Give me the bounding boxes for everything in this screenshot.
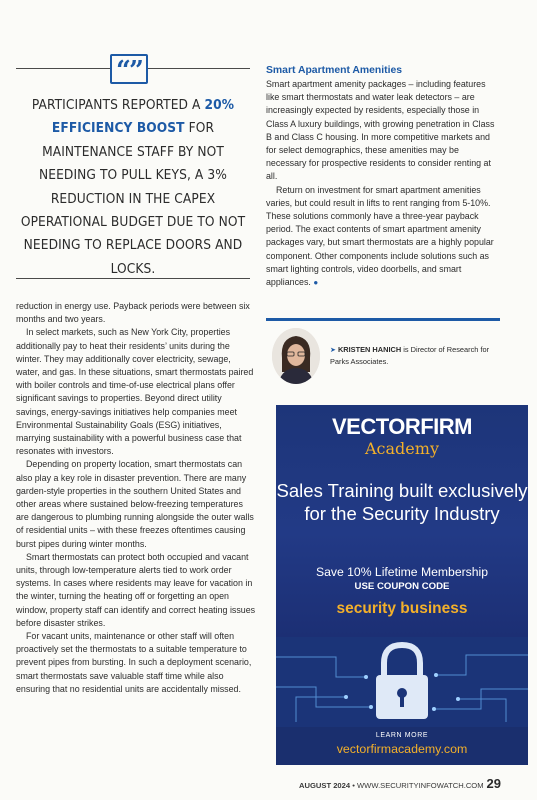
author-photo xyxy=(272,328,320,384)
page-number: 29 xyxy=(486,776,501,791)
pull-quote-highlight: 20% EFFICIENCY BOOST xyxy=(51,97,235,137)
ad-headline: Sales Training built exclusively for the Security Industry xyxy=(276,480,528,524)
pull-quote xyxy=(16,50,250,282)
padlock-circuit-icon xyxy=(276,637,528,727)
pull-quote-bottom-rule xyxy=(16,278,250,279)
ad-academy-label: Academy xyxy=(365,439,439,458)
left-column xyxy=(16,300,256,696)
right-column xyxy=(266,64,496,289)
author-bio xyxy=(272,328,500,388)
author-description: is Director of Research for Parks Associates. xyxy=(330,345,490,366)
body-paragraph: In select markets, such as New York City, properties additionally pay to heat their residents’ units during the winter. They may additionally cover electricity, sewage, water, and gas. In these situations, smart thermostats paired with boiler controls and time-of-use electrical plans offer significant savings to properties. Beyond direct utility savings, energy-savings initiatives help companies meet Environmental Sustainability Goals (ESG) initiatives, marrying sustainability with a powerful business case that resonates with investors. xyxy=(16,327,254,457)
ad-offer: Save 10% Lifetime Membership xyxy=(315,565,489,579)
body-paragraph: reduction in energy use. Payback periods were between six months and two years. xyxy=(16,301,250,325)
issue-date: AUGUST 2024 xyxy=(299,781,351,790)
site-url[interactable]: WWW.SECURITYINFOWATCH.COM xyxy=(356,781,484,790)
ad-brand-name: VECTORFIRM xyxy=(331,414,473,439)
author-name: KRISTEN HANICH xyxy=(337,345,402,354)
section-heading: Smart Apartment Amenities xyxy=(266,65,403,76)
body-paragraph: For vacant units, maintenance or other staff will often proactively set the thermostats to a suitable temperature to prevent pipes from bursting. In such a deployment scenario, smart thermostats save valuable staff time while also ensuring that no residential units are accidentally missed. xyxy=(16,631,252,694)
pull-quote-rest: FOR MAINTENANCE STAFF BY NOT NEEDING TO PULL KEYS, A 3% REDUCTION IN THE CAPEX OPERATIONAL BUDGET DUE TO NOT NEEDING TO REPLACE DOORS AND LOCKS. xyxy=(20,120,246,277)
ad-learn-more[interactable]: LEARN MORE xyxy=(375,732,429,739)
ad-url-link[interactable]: vectorfirmacademy.com xyxy=(336,742,468,756)
ad-logo xyxy=(276,415,528,459)
body-paragraph: Smart apartment amenity packages – including features like smart thermostats and water leak detectors – are increasingly expected by residents, especially those in Class A luxury buildings, with growing penetration in Class B and Class C housing. In more competitive markets and for select demographics, these amenities may be necessary for prospective residents to consider renting at all. xyxy=(266,79,495,182)
quote-mark-icon: “” xyxy=(110,54,148,84)
body-paragraph: Depending on property location, smart thermostats can also play a key role in disaster prevention. There are many garden-style properties in the southern United States and other areas where sustained below-freezing temperatures are dangerous to plumbing running alongside the outer walls of residential units – with these freezes oftentimes causing burst pipes during winter months. xyxy=(16,459,254,549)
pull-quote-text xyxy=(16,94,250,281)
pull-quote-lead: PARTICIPANTS REPORTED A xyxy=(31,97,205,113)
ad-coupon-label: USE COUPON CODE xyxy=(354,581,450,592)
body-paragraph: Smart thermostats can protect both occupied and vacant units, through low-temperature alerts tied to work order systems. In cases where residents may leave for vacation in the winter, turning the heating off or forgetting an open window, property staff can identify and correct heating issues before disaster strikes. xyxy=(16,551,256,628)
end-of-article-icon: ● xyxy=(313,278,319,288)
footer-separator: • xyxy=(350,781,357,790)
author-text xyxy=(330,344,500,367)
ad-coupon-code: security business xyxy=(336,600,468,617)
advertisement[interactable] xyxy=(276,405,528,765)
body-paragraph-text: Return on investment for smart apartment amenities varies, but could result in lifts to rent ranging from 5-10%. These solutions commonly have a three-year payback period. The exact contents of smart apartment amenity packages vary, but smart thermostats are a highly popular component. Other components include solutions such as smart lighting controls, video doorbells, and smart appliances. xyxy=(266,184,494,288)
body-paragraph xyxy=(266,184,496,290)
author-divider xyxy=(266,318,500,321)
arrow-icon: ➤ xyxy=(330,347,336,354)
page-footer xyxy=(299,776,501,792)
